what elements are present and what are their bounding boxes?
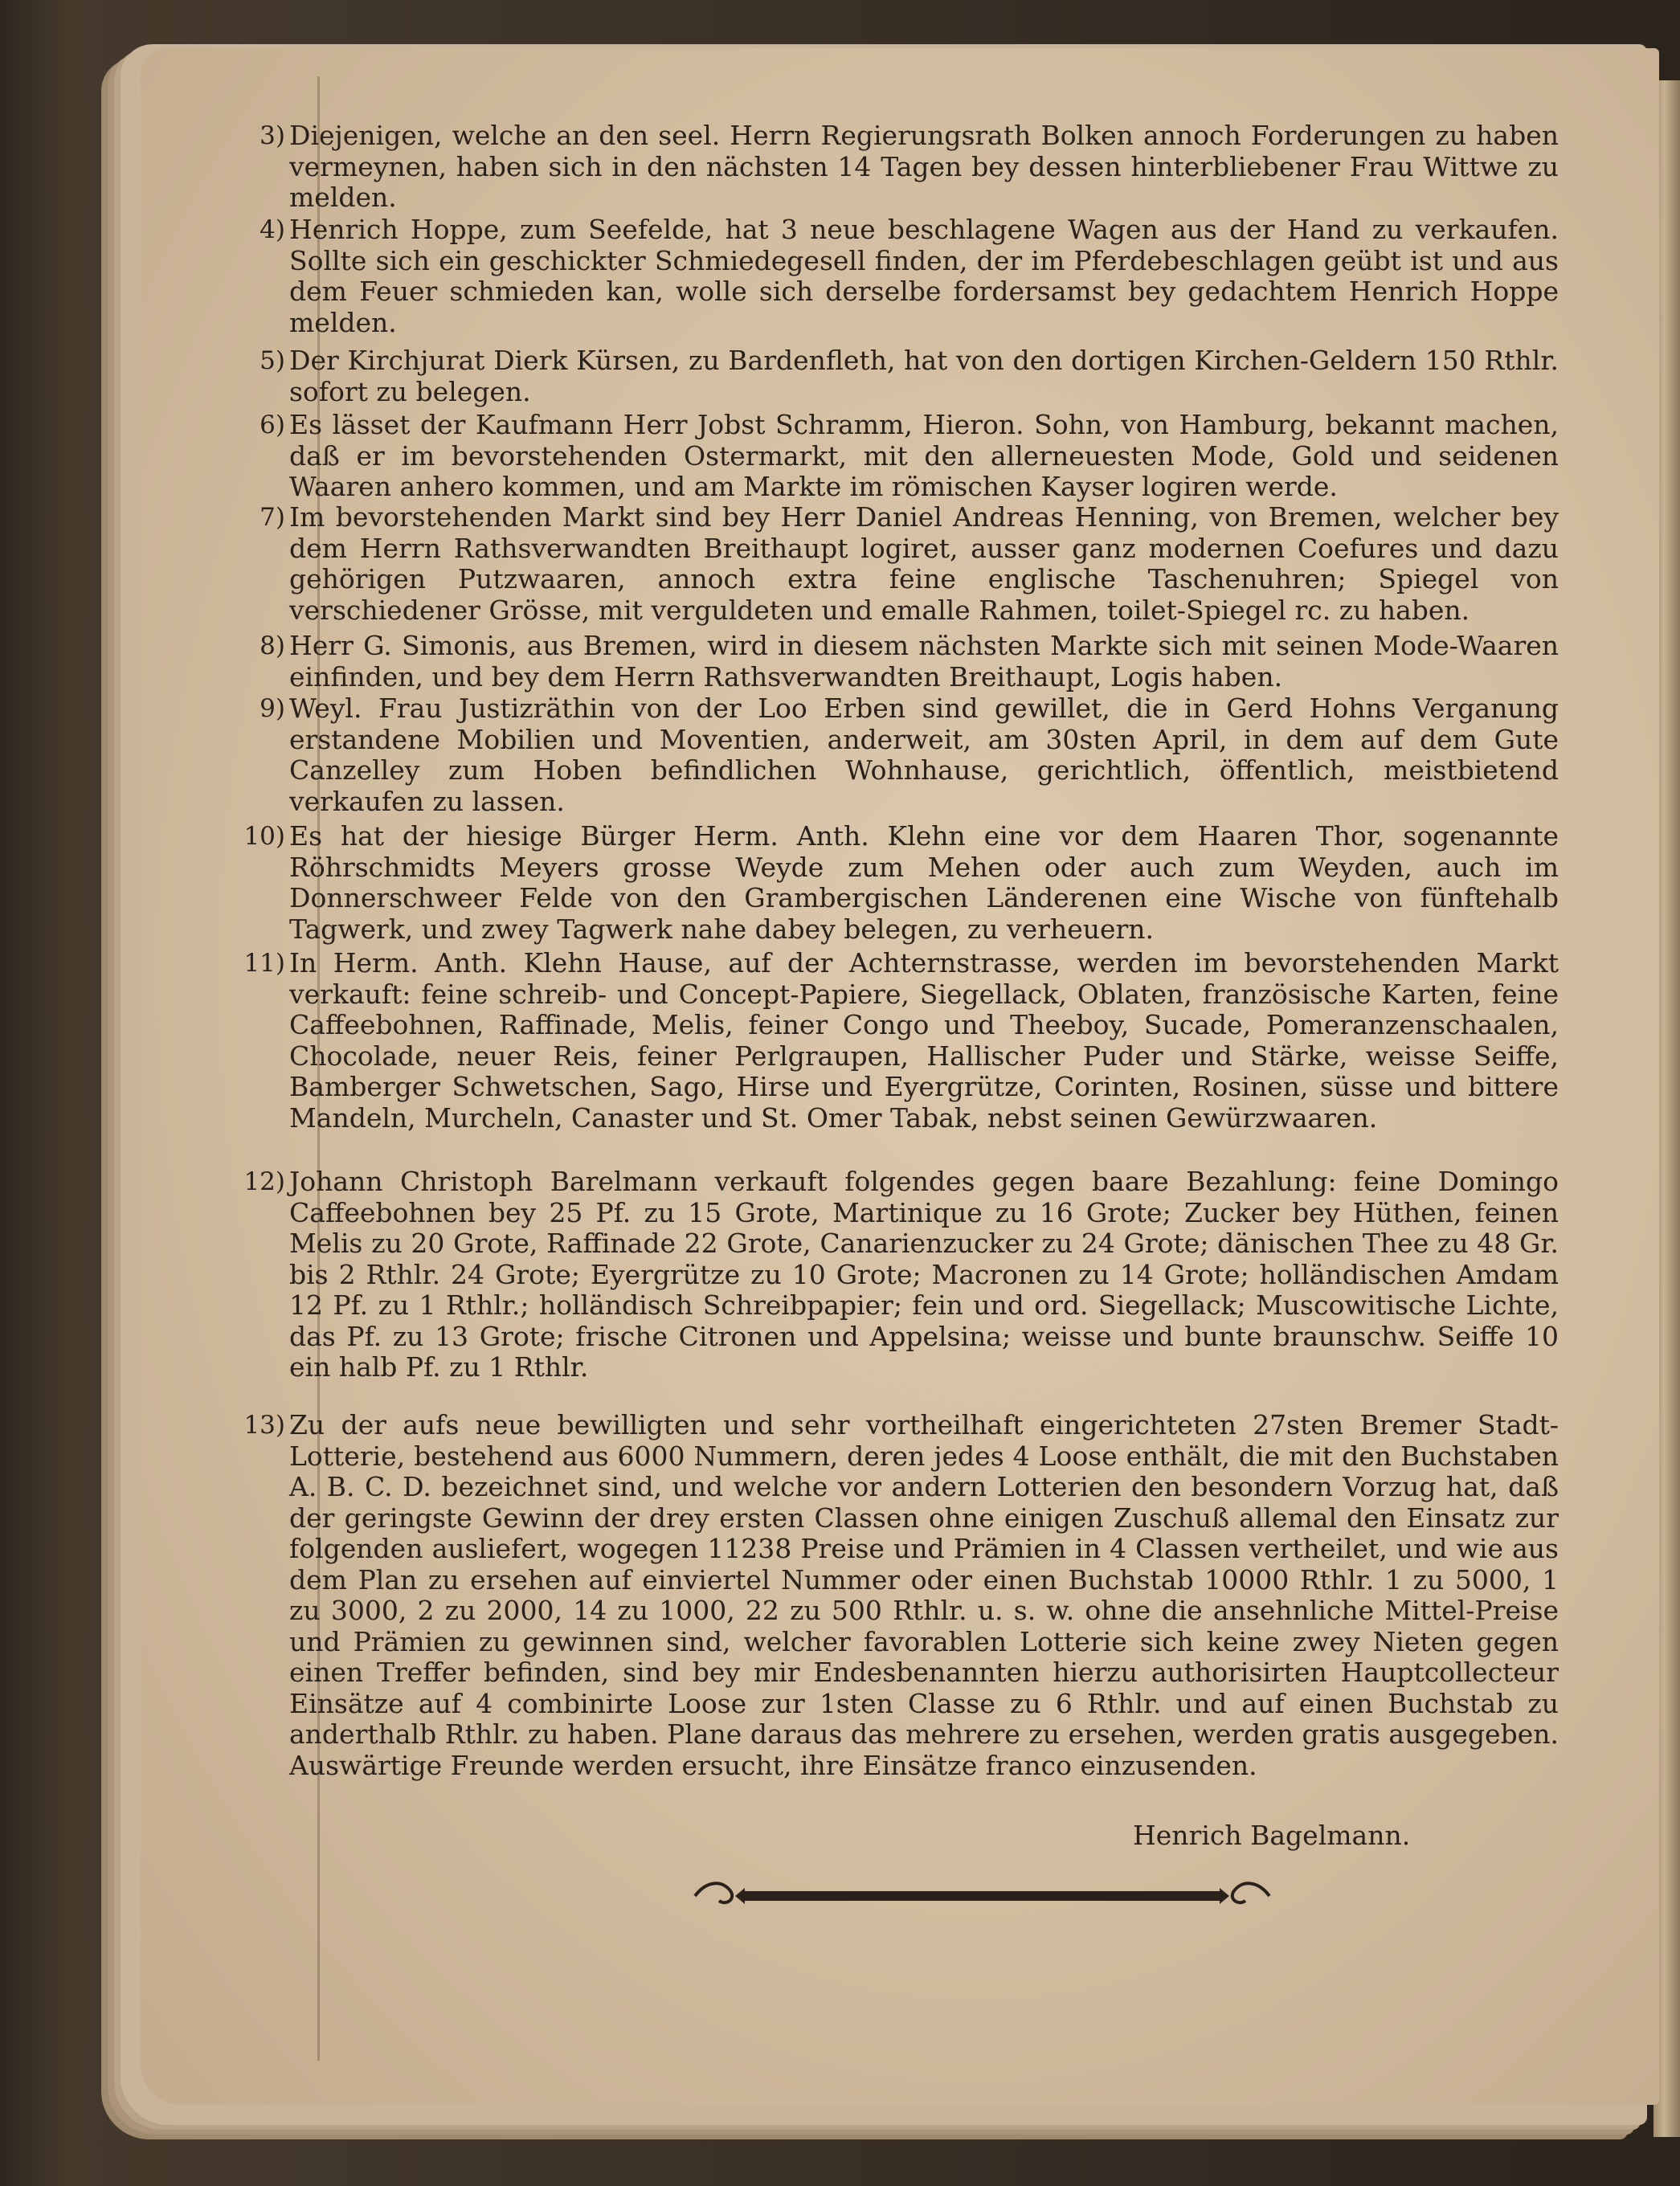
notice-number: 11) — [243, 949, 285, 978]
notice-number: 9) — [260, 694, 285, 723]
notice-number: 10) — [243, 822, 285, 851]
notice-11 — [243, 947, 1559, 1165]
notice-number: 7) — [260, 503, 285, 532]
notice-5 — [260, 345, 1559, 410]
notice-4 — [260, 214, 1559, 343]
notice-number: 3) — [260, 121, 285, 150]
notice-number: 12) — [243, 1167, 285, 1196]
notice-text: Es hat der hiesige Bürger Herm. Anth. Klehn eine vor dem Haaren Thor, sogenannte Röhrschmidts Meyers grosse Weyde zum Mehen oder auch zum Weyden, auch im Donnerschweer Felde von den Grambergischen Länderenen eine Wische von fünftehalb Tagwerk, und zwey Tagwerk nahe dabey belegen, zu verheuern. — [289, 820, 1559, 945]
notice-3 — [260, 120, 1559, 217]
notice-text: Der Kirchjurat Dierk Kürsen, zu Bardenfleth, hat von den dortigen Kirchen-Geldern 150 Rthlr. sofort zu belegen. — [289, 345, 1559, 407]
signature: Henrich Bagelmann. — [1133, 1820, 1411, 1851]
notice-number: 6) — [260, 411, 285, 439]
notice-text: Im bevorstehenden Markt sind bey Herr Daniel Andreas Henning, von Bremen, welcher bey dem Herrn Rathsverwandten Breithaupt logiret, ausser ganz modernen Coefures und dazu gehörigen Putzwaaren, annoch extra feine englische Taschenuhren; Spiegel von verschiedener Grösse, mit verguldeten und emalle Rahmen, toilet-Spiegel rc. zu haben. — [289, 501, 1559, 626]
notice-text: Henrich Hoppe, zum Seefelde, hat 3 neue beschlagene Wagen aus der Hand zu verkaufen. Sollte sich ein geschickter Schmiedegesell finden, der im Pferdebeschlagen geübt ist und aus dem Feuer schmieden kan, wolle sich derselbe fordersamst bey gedachtem Henrich Hoppe melden. — [289, 214, 1559, 338]
notice-number: 5) — [260, 346, 285, 375]
notice-text: In Herm. Anth. Klehn Hause, auf der Achternstrasse, werden im bevorstehenden Markt verkauft: feine schreib- und Concept-Papiere, Siegellack, Oblaten, französische Karten, feine Caffeebohnen, Raffinade, Melis, feiner Congo und Theeboy, Sucade, Pomeranzenschaalen, Chocolade, neuer Reis, feiner Perlgraupen, Hallischer Puder und Stärke, weisse Seiffe, Bamberger Schwetschen, Sago, Hirse und Eyergrütze, Corinten, Rosinen, süsse und bittere Mandeln, Murcheln, Canaster und St. Omer Tabak, nebst seinen Gewürzwaaren. — [289, 947, 1559, 1134]
notice-text: Herr G. Simonis, aus Bremen, wird in diesem nächsten Markte sich mit seinen Mode-Waaren einfinden, und bey dem Herrn Rathsverwandten Breithaupt, Logis haben. — [289, 630, 1559, 693]
notice-number: 13) — [243, 1411, 285, 1440]
notice-13 — [243, 1409, 1559, 1816]
notice-text: Zu der aufs neue bewilligten und sehr vortheilhaft eingerichteten 27sten Bremer Stadt-Lotterie, bestehend aus 6000 Nummern, deren jedes 4 Loose enthält, die mit den Buchstaben A. B. C. D. bezeichnet sind, und welche vor andern Lotterien den besondern Vorzug hat, daß der geringste Gewinn der drey ersten Classen ohne einigen Zuschuß allemal den Einsatz zur folgenden ausliefert, wogegen 11238 Preise und Prämien in 4 Classen vertheilet, und wie aus dem Plan zu ersehen auf einviertel Nummer oder einen Buchstab 10000 Rthlr. 1 zu 5000, 1 zu 3000, 2 zu 2000, 14 zu 1000, 22 zu 500 Rthlr. u. s. w. ohne die ansehnliche Mittel-Preise und Prämien zu gewinnen sind, welcher favorablen Lotterie sich keine zwey Nieten gegen einen Treffer befinden, sind bey mir Endesbenannten hierzu authorisirten Hauptcollecteur Einsätze auf 4 combinirte Loose zur 1sten Classe zu 6 Rthlr. und auf einen Buchstab zu anderthalb Rthlr. zu haben. Plane daraus das mehrere zu ersehen, werden gratis ausgegeben. Auswärtige Freunde werden ersucht, ihre Einsätze franco einzusenden. — [289, 1409, 1559, 1781]
ornament-scroll-left — [695, 1883, 732, 1902]
notice-text: Johann Christoph Barelmann verkauft folgendes gegen baare Bezahlung: feine Domingo Caffeebohnen bey 25 Pf. zu 15 Grote, Martinique zu 16 Grote; Zucker bey Hüthen, feinen Melis zu 20 Grote, Raffinade 22 Grote, Canarienzucker zu 24 Grote; dänischen Thee zu 48 Gr. bis 2 Rthlr. 24 Grote; Eyergrütze zu 10 Grote; Macronen zu 14 Grote; holländischen Amdam 12 Pf. zu 1 Rthlr.; holländisch Schreibpapier; fein und ord. Siegellack; Muscowitische Lichte, das Pf. zu 13 Grote; frische Citronen und Appelsina; weisse und bunte braunschw. Seiffe 10 ein halb Pf. zu 1 Rthlr. — [289, 1166, 1559, 1383]
ornament-scroll-right — [1232, 1883, 1269, 1902]
notice-12 — [243, 1166, 1559, 1414]
notice-text: Diejenigen, welche an den seel. Herrn Regierungsrath Bolken annoch Forderungen zu haben vermeynen, haben sich in den nächsten 14 Tagen bey dessen hinterbliebener Frau Wittwe zu melden. — [289, 120, 1559, 213]
notice-text: Weyl. Frau Justizräthin von der Loo Erben sind gewillet, die in Gerd Hohns Verganung erstandene Mobilien und Moventien, anderweit, am 30sten April, in dem auf dem Gute Canzelley zum Hoben befindlichen Wohnhause, gerichtlich, öffentlich, meistbietend verkaufen zu lassen. — [289, 693, 1559, 817]
notice-number: 4) — [260, 215, 285, 244]
ornamental-divider — [687, 1872, 1277, 1920]
notice-9 — [260, 693, 1559, 822]
ornament-bar — [743, 1891, 1221, 1901]
notice-6 — [260, 409, 1559, 506]
notice-7 — [260, 501, 1559, 631]
notice-8 — [260, 630, 1559, 695]
notice-10 — [243, 820, 1559, 950]
notice-number: 8) — [260, 631, 285, 660]
notice-text: Es lässet der Kaufmann Herr Jobst Schramm, Hieron. Sohn, von Hamburg, bekannt machen, daß er im bevorstehenden Ostermarkt, mit den allerneuesten Mode, Gold und seidenen Waaren anhero kommen, und am Markte im römischen Kayser logiren werde. — [289, 409, 1559, 502]
